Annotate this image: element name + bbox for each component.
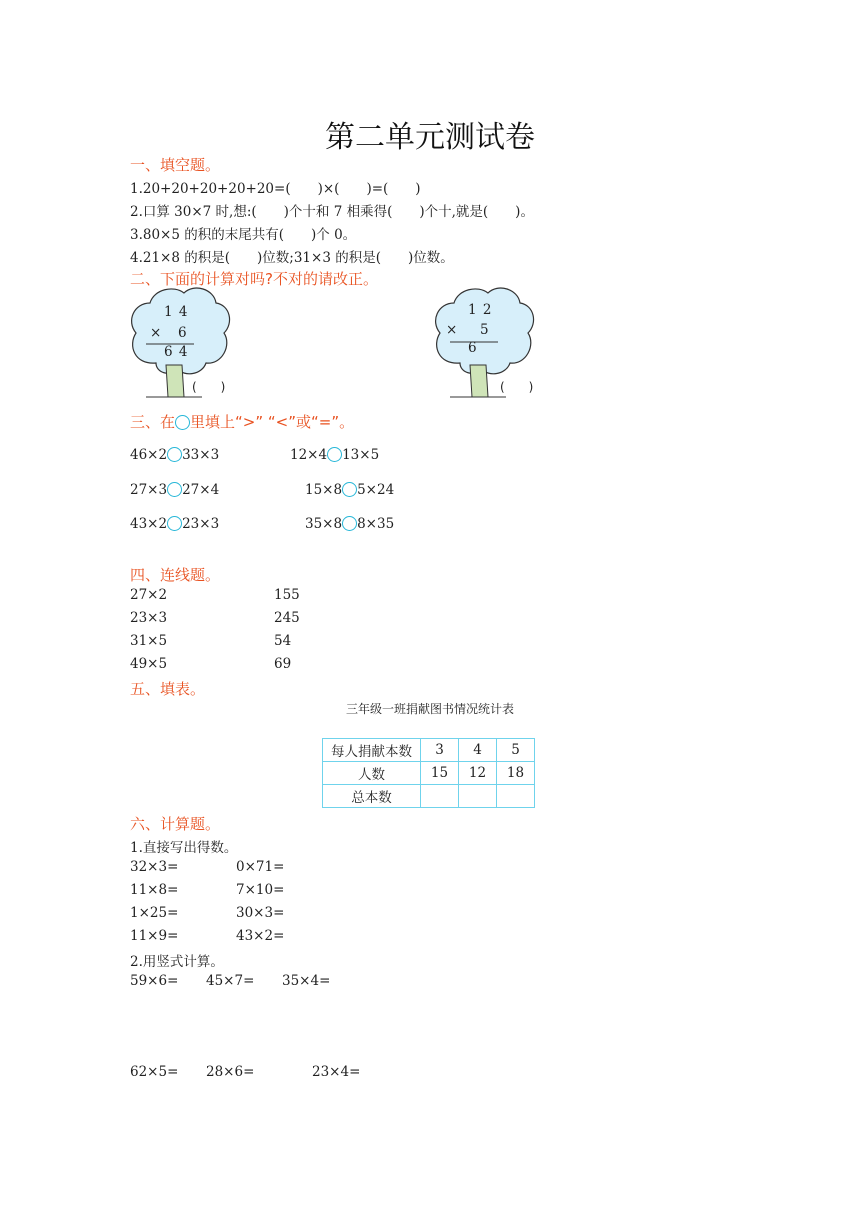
tree2-multiplicand: 1 2 <box>468 302 493 318</box>
question-1-3: 3.80×5 的积的末尾共有( )个 0。 <box>130 227 357 243</box>
statistics-table <box>322 738 535 808</box>
table-cell: 3 <box>421 739 459 762</box>
compare-expr: 35×8 <box>305 516 343 532</box>
compare-expr: 27×4 <box>182 482 220 498</box>
answer-cell[interactable] <box>497 785 535 808</box>
compare-circle[interactable] <box>167 482 182 497</box>
direct-problem: 30×3= <box>236 905 285 921</box>
section-2-heading: 二、下面的计算对吗?不对的请改正。 <box>130 270 378 288</box>
table-caption: 三年级一班捐献图书情况统计表 <box>345 702 514 716</box>
table-row <box>323 762 535 785</box>
table-row <box>323 739 535 762</box>
table-cell: 18 <box>497 762 535 785</box>
direct-problem: 0×71= <box>236 859 285 875</box>
tree-illustration-1 <box>126 285 246 400</box>
compare-row-1-left <box>130 447 219 463</box>
subsection-direct-heading <box>130 836 237 856</box>
match-right-item[interactable]: 69 <box>274 656 292 672</box>
subsection-label: 1.直接写出得数。 <box>130 840 238 856</box>
tree1-operator: × <box>150 325 162 341</box>
row-label: 每人捐献本数 <box>323 739 421 762</box>
compare-circle[interactable] <box>167 516 182 531</box>
table-cell: 4 <box>459 739 497 762</box>
match-left-item[interactable]: 31×5 <box>130 633 168 649</box>
tree2-answer-paren: ( ) <box>500 380 534 394</box>
compare-expr: 8×35 <box>357 516 395 532</box>
vertical-problem: 35×4= <box>282 973 331 989</box>
compare-circle[interactable] <box>342 482 357 497</box>
section-3-heading <box>130 411 354 432</box>
compare-row-1-right <box>290 447 379 463</box>
vertical-problem: 23×4= <box>312 1064 361 1080</box>
table-cell: 12 <box>459 762 497 785</box>
circle-icon <box>175 415 190 430</box>
match-left-item[interactable]: 49×5 <box>130 656 168 672</box>
answer-cell[interactable] <box>459 785 497 808</box>
answer-cell[interactable] <box>421 785 459 808</box>
vertical-problem: 59×6= <box>130 973 179 989</box>
compare-circle[interactable] <box>327 447 342 462</box>
tree1-multiplicand: 1 4 <box>164 304 189 320</box>
question-1-1: 1.20+20+20+20+20=( )×( )=( ) <box>130 181 421 197</box>
match-left-item[interactable]: 27×2 <box>130 587 168 603</box>
question-1-4: 4.21×8 的积是( )位数;31×3 的积是( )位数。 <box>130 250 454 266</box>
table-cell: 15 <box>421 762 459 785</box>
compare-expr: 33×3 <box>182 447 220 463</box>
row-label: 人数 <box>323 762 421 785</box>
vertical-problem: 45×7= <box>206 973 255 989</box>
compare-expr: 13×5 <box>342 447 380 463</box>
tree2-result: 6 <box>468 340 477 356</box>
compare-expr: 15×8 <box>305 482 343 498</box>
direct-problem: 43×2= <box>236 928 285 944</box>
page-title: 第二单元测试卷 <box>325 120 535 155</box>
tree1-result: 6 4 <box>164 344 189 360</box>
compare-circle[interactable] <box>342 516 357 531</box>
direct-problem: 11×8= <box>130 882 179 898</box>
tree2-multiplier: 5 <box>480 322 489 338</box>
compare-expr: 23×3 <box>182 516 220 532</box>
vertical-problem: 28×6= <box>206 1064 255 1080</box>
section-5-heading: 五、填表。 <box>130 680 206 698</box>
compare-expr: 43×2 <box>130 516 168 532</box>
table-row <box>323 785 535 808</box>
subsection-label: 2.用竖式计算。 <box>130 954 224 970</box>
match-left-item[interactable]: 23×3 <box>130 610 168 626</box>
direct-problem: 11×9= <box>130 928 179 944</box>
compare-expr: 5×24 <box>357 482 395 498</box>
compare-row-3-left <box>130 516 219 532</box>
direct-problem: 32×3= <box>130 859 179 875</box>
section-3-heading-pre: 三、在 <box>130 413 176 431</box>
tree1-answer-paren: ( ) <box>192 380 226 394</box>
table-cell: 5 <box>497 739 535 762</box>
vertical-problem: 62×5= <box>130 1064 179 1080</box>
match-right-item[interactable]: 54 <box>274 633 292 649</box>
section-1-heading: 一、填空题。 <box>130 156 221 174</box>
compare-expr: 12×4 <box>290 447 328 463</box>
compare-row-3-right <box>305 516 394 532</box>
subsection-vertical-heading <box>130 950 224 970</box>
match-right-item[interactable]: 245 <box>274 610 300 626</box>
direct-problem: 7×10= <box>236 882 285 898</box>
match-right-item[interactable]: 155 <box>274 587 300 603</box>
compare-expr: 27×3 <box>130 482 168 498</box>
compare-row-2-right <box>305 482 394 498</box>
direct-problem: 1×25= <box>130 905 179 921</box>
tree2-operator: × <box>446 322 458 338</box>
section-4-heading: 四、连线题。 <box>130 566 221 584</box>
compare-expr: 46×2 <box>130 447 168 463</box>
question-1-2: 2.口算 30×7 时,想:( )个十和 7 相乘得( )个十,就是( )。 <box>130 204 534 220</box>
tree1-multiplier: 6 <box>178 325 187 341</box>
row-label: 总本数 <box>323 785 421 808</box>
section-6-heading: 六、计算题。 <box>130 815 221 833</box>
section-3-heading-post: 里填上“>” “<”或“=”。 <box>190 413 355 431</box>
compare-circle[interactable] <box>167 447 182 462</box>
compare-row-2-left <box>130 482 219 498</box>
